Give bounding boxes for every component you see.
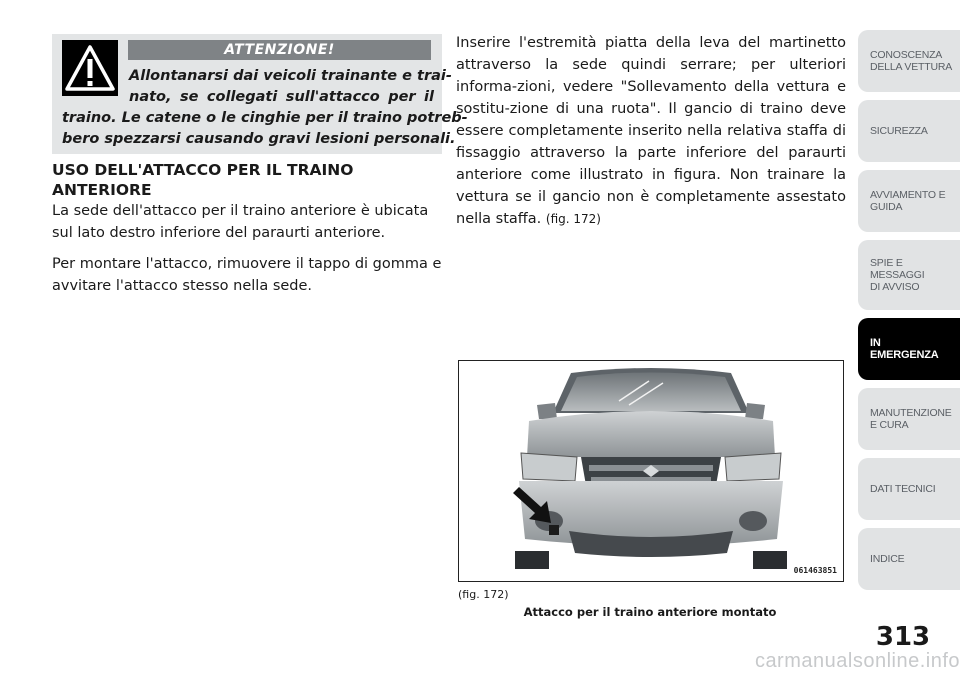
warning-text-line: traino. Le catene o le cinghie per il traino potreb- [62,110,468,126]
figure-caption: Attacco per il traino anteriore montato [523,605,777,619]
body-paragraph: La sede dell'attacco per il traino anteriore è ubicata sul lato destro inferiore del paraurti anteriore. [52,203,429,241]
right-column-text: Inserire l'estremità piatta della leva del martinetto attraverso la sede quindi serrare; per ulteriori informa-zioni, vedere "Sollevamento della vettura e sostitu-zione di una ruota". Il gancio di traino deve essere completamente inserito nella relativa staffa di fissaggio attraverso la parte inferiore del paraurti anteriore come illustrato in figura. Non trainare la vettura se il gancio non è completamente assestato nella staffa. [456,35,846,227]
body-paragraph: Per montare l'attacco, rimuovere il tappo di gomma e avvitare l'attacco stesso nella sede. [52,256,442,294]
tab-label: SICUREZZA [870,125,928,137]
warning-box [52,34,468,154]
tab-spie-e-messaggi[interactable] [858,240,960,310]
tab-conoscenza-della-vettura[interactable] [858,30,960,92]
figure-reference: (fig. 172) [545,212,601,226]
tab-indice[interactable] [858,528,960,590]
page-number: 313 [875,622,931,652]
warning-title: ATTENZIONE! [128,40,431,60]
tab-sicurezza[interactable] [858,100,960,162]
tab-label: AVVIAMENTO E GUIDA [870,189,946,213]
tab-manutenzione-e-cura[interactable] [858,388,960,450]
right-column-paragraph [456,32,846,230]
figure-code: 061463851 [793,566,837,575]
tab-label: CONOSCENZA DELLA VETTURA [870,49,953,73]
warning-text-line: bero spezzarsi causando gravi lesioni personali. [62,131,456,147]
warning-text-line: Allontanarsi dai veicoli trainante e trai- [129,68,452,84]
tab-avviamento-e-guida[interactable] [858,170,960,232]
tab-label: MANUTENZIONE E CURA [870,407,952,431]
figure-tow-hook [458,360,844,582]
warning-text-line: nato, se collegati sull'attacco per il [129,89,434,105]
tab-label: INDICE [870,553,905,565]
section-title: USO DELL'ATTACCO PER IL TRAINO ANTERIORE [52,161,354,199]
tab-in-emergenza[interactable] [858,318,960,380]
tab-label: IN EMERGENZA [870,337,939,361]
tab-label: DATI TECNICI [870,483,936,495]
tab-label: SPIE E MESSAGGI DI AVVISO [870,257,925,293]
figure-reference: (fig. 172) [458,588,509,601]
watermark: carmanualsonline.info [754,650,960,672]
warning-triangle-icon [62,40,118,96]
tab-dati-tecnici[interactable] [858,458,960,520]
car-front-illustration [459,361,843,581]
